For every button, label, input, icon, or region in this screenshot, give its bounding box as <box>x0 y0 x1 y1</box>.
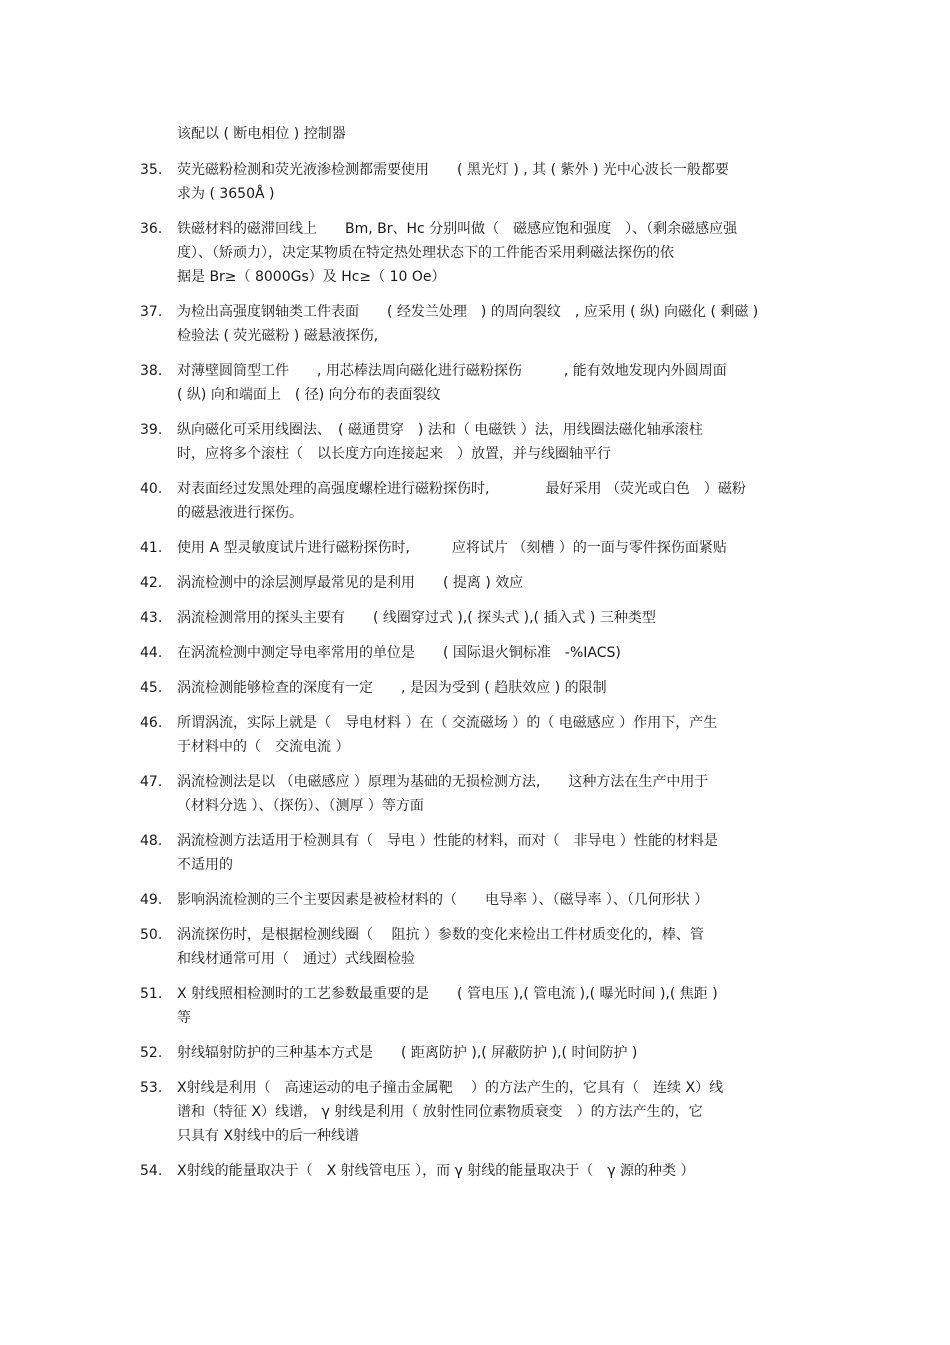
question-text-line: 涡流检测方法适用于检测具有（ 导电 ）性能的材料，而对（ 非导电 ）性能的材料是 <box>177 833 718 849</box>
question-text-line: 在涡流检测中测定导电率常用的单位是 ( 国际退火铜标准 -%IACS) <box>177 645 621 661</box>
question-item <box>140 829 780 877</box>
question-text-line: 不适用的 <box>177 857 233 873</box>
question-number: 45. <box>140 680 163 696</box>
question-item <box>140 217 780 289</box>
question-text-line: X 射线照相检测时的工艺参数最重要的是 ( 管电压 ),( 管电流 ),( 曝光时间 ),( 焦距 ) <box>177 986 718 1002</box>
question-number: 50. <box>140 927 163 943</box>
question-text-line: 影响涡流检测的三个主要因素是被检材料的（ 电导率 ）、（磁导率 ）、（几何形状 ） <box>177 892 709 908</box>
question-text-line: 求为 ( 3650Å ) <box>177 186 275 202</box>
question-text-line: 使用 A 型灵敏度试片进行磁粉探伤时, 应将试片 （刻槽 ）的一面与零件探伤面紧贴 <box>177 540 727 556</box>
question-number: 40. <box>140 481 163 497</box>
question-text-line: 等 <box>177 1010 191 1026</box>
question-text-line: 的磁悬液进行探伤。 <box>177 505 303 521</box>
question-text-line: X射线是利用（ 高速运动的电子撞击金属靶 ）的方法产生的，它具有（ 连续 X）线 <box>177 1080 724 1096</box>
question-item <box>140 982 780 1030</box>
question-text-line: 和线材通常可用（ 通过）式线圈检验 <box>177 951 415 967</box>
continuation-line: 该配以 ( 断电相位 ) 控制器 <box>177 126 346 142</box>
question-text-line: 涡流检测法是以 （电磁感应 ）原理为基础的无损检测方法, 这种方法在生产中用于 <box>177 774 709 790</box>
question-text-line: （材料分选 ）、（探伤）、（测厚 ）等方面 <box>177 798 424 814</box>
question-number: 48. <box>140 833 163 849</box>
question-number: 46. <box>140 715 163 731</box>
question-number: 51. <box>140 986 163 1002</box>
question-item <box>140 536 780 560</box>
question-text-line: 荧光磁粉检测和荧光液渗检测都需要使用 ( 黑光灯 ) , 其 ( 紫外 ) 光中心波长一般都要 <box>177 162 729 178</box>
question-number: 49. <box>140 892 163 908</box>
question-number: 37. <box>140 304 163 320</box>
question-text-line: 涡流检测能够检查的深度有一定 , 是因为受到 ( 趋肤效应 ) 的限制 <box>177 680 607 696</box>
question-text-line: 度）、（矫顽力），决定某物质在特定热处理状态下的工件能否采用剩磁法探伤的依 <box>177 245 674 261</box>
question-number: 36. <box>140 221 163 237</box>
question-item <box>140 571 780 595</box>
question-item <box>140 770 780 818</box>
question-item <box>140 676 780 700</box>
question-item <box>140 711 780 759</box>
question-number: 53. <box>140 1080 163 1096</box>
question-text-line: 所谓涡流，实际上就是（ 导电材料 ）在（ 交流磁场 ）的（ 电磁感应 ）作用下，产生 <box>177 715 718 731</box>
question-text-line: 据是 Br≥（ 8000Gs）及 Hc≥（ 10 Oe） <box>177 269 446 285</box>
question-number: 39. <box>140 422 163 438</box>
question-item <box>140 888 780 912</box>
question-text-line: 射线辐射防护的三种基本方式是 ( 距离防护 ),( 屏蔽防护 ),( 时间防护 ) <box>177 1045 638 1061</box>
question-item <box>140 923 780 971</box>
question-text-line: 铁磁材料的磁滞回线上 Bm, Br、Hc 分别叫做（ 磁感应饱和强度 ）、（剩余磁感应强 <box>177 221 738 237</box>
question-item <box>140 641 780 665</box>
question-item <box>140 300 780 348</box>
question-number: 42. <box>140 575 163 591</box>
question-text-line: 于材料中的（ 交流电流 ） <box>177 739 350 755</box>
question-item <box>140 418 780 466</box>
question-number: 54. <box>140 1163 163 1179</box>
question-text-line: 涡流检测中的涂层测厚最常见的是利用 ( 提离 ) 效应 <box>177 575 524 591</box>
question-text-line: 只具有 X射线中的后一种线谱 <box>177 1128 360 1144</box>
question-text-line: 涡流检测常用的探头主要有 ( 线圈穿过式 ),( 探头式 ),( 插入式 ) 三种类型 <box>177 610 656 626</box>
question-item <box>140 477 780 525</box>
question-text-line: 为检出高强度钢轴类工件表面 ( 经发兰处理 ) 的周向裂纹 , 应采用 ( 纵) 向磁化 ( 剩磁 ) <box>177 304 759 320</box>
question-text-line: 纵向磁化可采用线圈法、 ( 磁通贯穿 ) 法和（ 电磁铁 ）法，用线圈法磁化轴承滚柱 <box>177 422 703 438</box>
question-item <box>140 359 780 407</box>
question-item <box>140 1076 780 1148</box>
question-text-line: 对表面经过发黑处理的高强度螺栓进行磁粉探伤时, 最好采用 （荧光或白色 ）磁粉 <box>177 481 746 497</box>
question-number: 35. <box>140 162 163 178</box>
question-item <box>140 1159 780 1183</box>
question-text-line: 时，应将多个滚柱（ 以长度方向连接起来 ）放置，并与线圈轴平行 <box>177 446 611 462</box>
question-number: 47. <box>140 774 163 790</box>
question-number: 52. <box>140 1045 163 1061</box>
question-item <box>140 158 780 206</box>
question-text-line: 对薄壁圆筒型工件 , 用芯棒法周向磁化进行磁粉探伤 , 能有效地发现内外圆周面 <box>177 363 727 379</box>
question-number: 41. <box>140 540 163 556</box>
question-list <box>140 158 780 1194</box>
question-number: 43. <box>140 610 163 626</box>
question-number: 38. <box>140 363 163 379</box>
question-item <box>140 1041 780 1065</box>
question-item <box>140 606 780 630</box>
question-text-line: 检验法 ( 荧光磁粉 ) 磁悬液探伤, <box>177 328 379 344</box>
question-number: 44. <box>140 645 163 661</box>
question-text-line: 涡流探伤时，是根据检测线圈（ 阻抗 ）参数的变化来检出工件材质变化的，棒、管 <box>177 927 704 943</box>
question-text-line: ( 纵) 向和端面上 ( 径) 向分布的表面裂纹 <box>177 387 441 403</box>
question-text-line: 谱和（特征 X）线谱， γ 射线是利用（ 放射性同位素物质衰变 ）的方法产生的，它 <box>177 1104 703 1120</box>
question-text-line: X射线的能量取决于（ X 射线管电压 ），而 γ 射线的能量取决于（ γ 源的种类 ） <box>177 1163 695 1179</box>
